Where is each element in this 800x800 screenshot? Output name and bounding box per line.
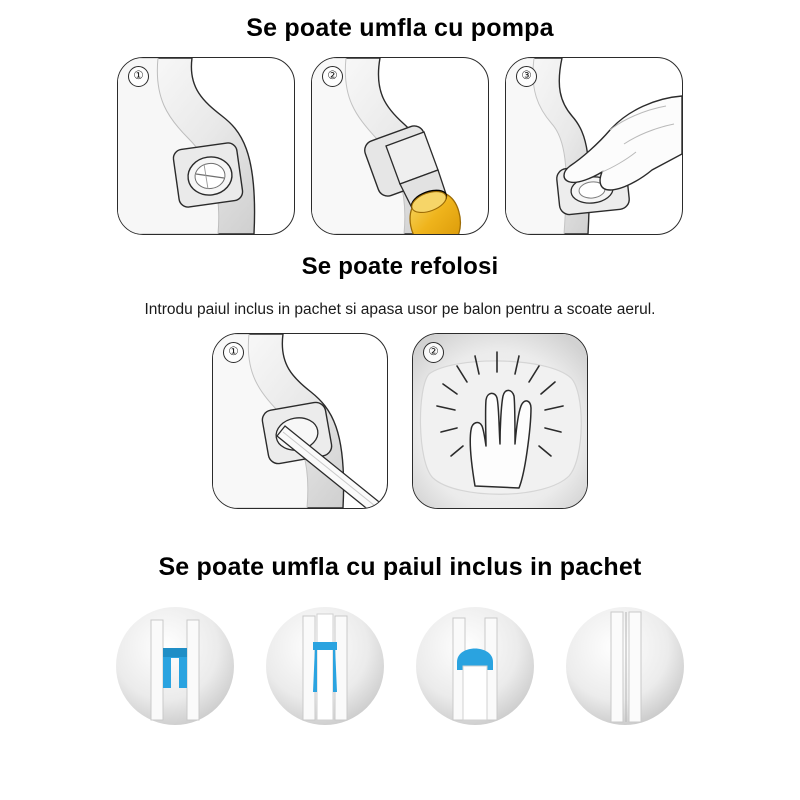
- step-badge: ②: [423, 342, 444, 363]
- step-badge: ③: [516, 66, 537, 87]
- section-title-straw: Se poate umfla cu paiul inclus in pachet: [158, 553, 642, 581]
- circle-straw-stage-4: [555, 596, 695, 736]
- reusable-steps-row: [212, 333, 588, 509]
- section-title-pump: Se poate umfla cu pompa: [246, 14, 554, 42]
- panel-pump-nozzle: [311, 57, 489, 235]
- panel-straw-inserted: [212, 333, 388, 509]
- section-title-reusable: Se poate refolosi: [301, 253, 499, 280]
- step-badge: ①: [223, 342, 244, 363]
- reusable-instruction-text: Introdu paiul inclus in pachet si apasa usor pe balon pentru a scoate aerul.: [144, 301, 656, 318]
- circle-straw-stage-1: [105, 596, 245, 736]
- step-badge: ②: [322, 66, 343, 87]
- straw-stages-row: [105, 596, 695, 736]
- step-badge: ①: [128, 66, 149, 87]
- panel-valve-closeup: [117, 57, 295, 235]
- panel-hand-deflate: [412, 333, 588, 509]
- panel-hand-pressing-valve: [505, 57, 683, 235]
- pump-steps-row: [117, 57, 683, 235]
- circle-straw-stage-2: [255, 596, 395, 736]
- circle-straw-stage-3: [405, 596, 545, 736]
